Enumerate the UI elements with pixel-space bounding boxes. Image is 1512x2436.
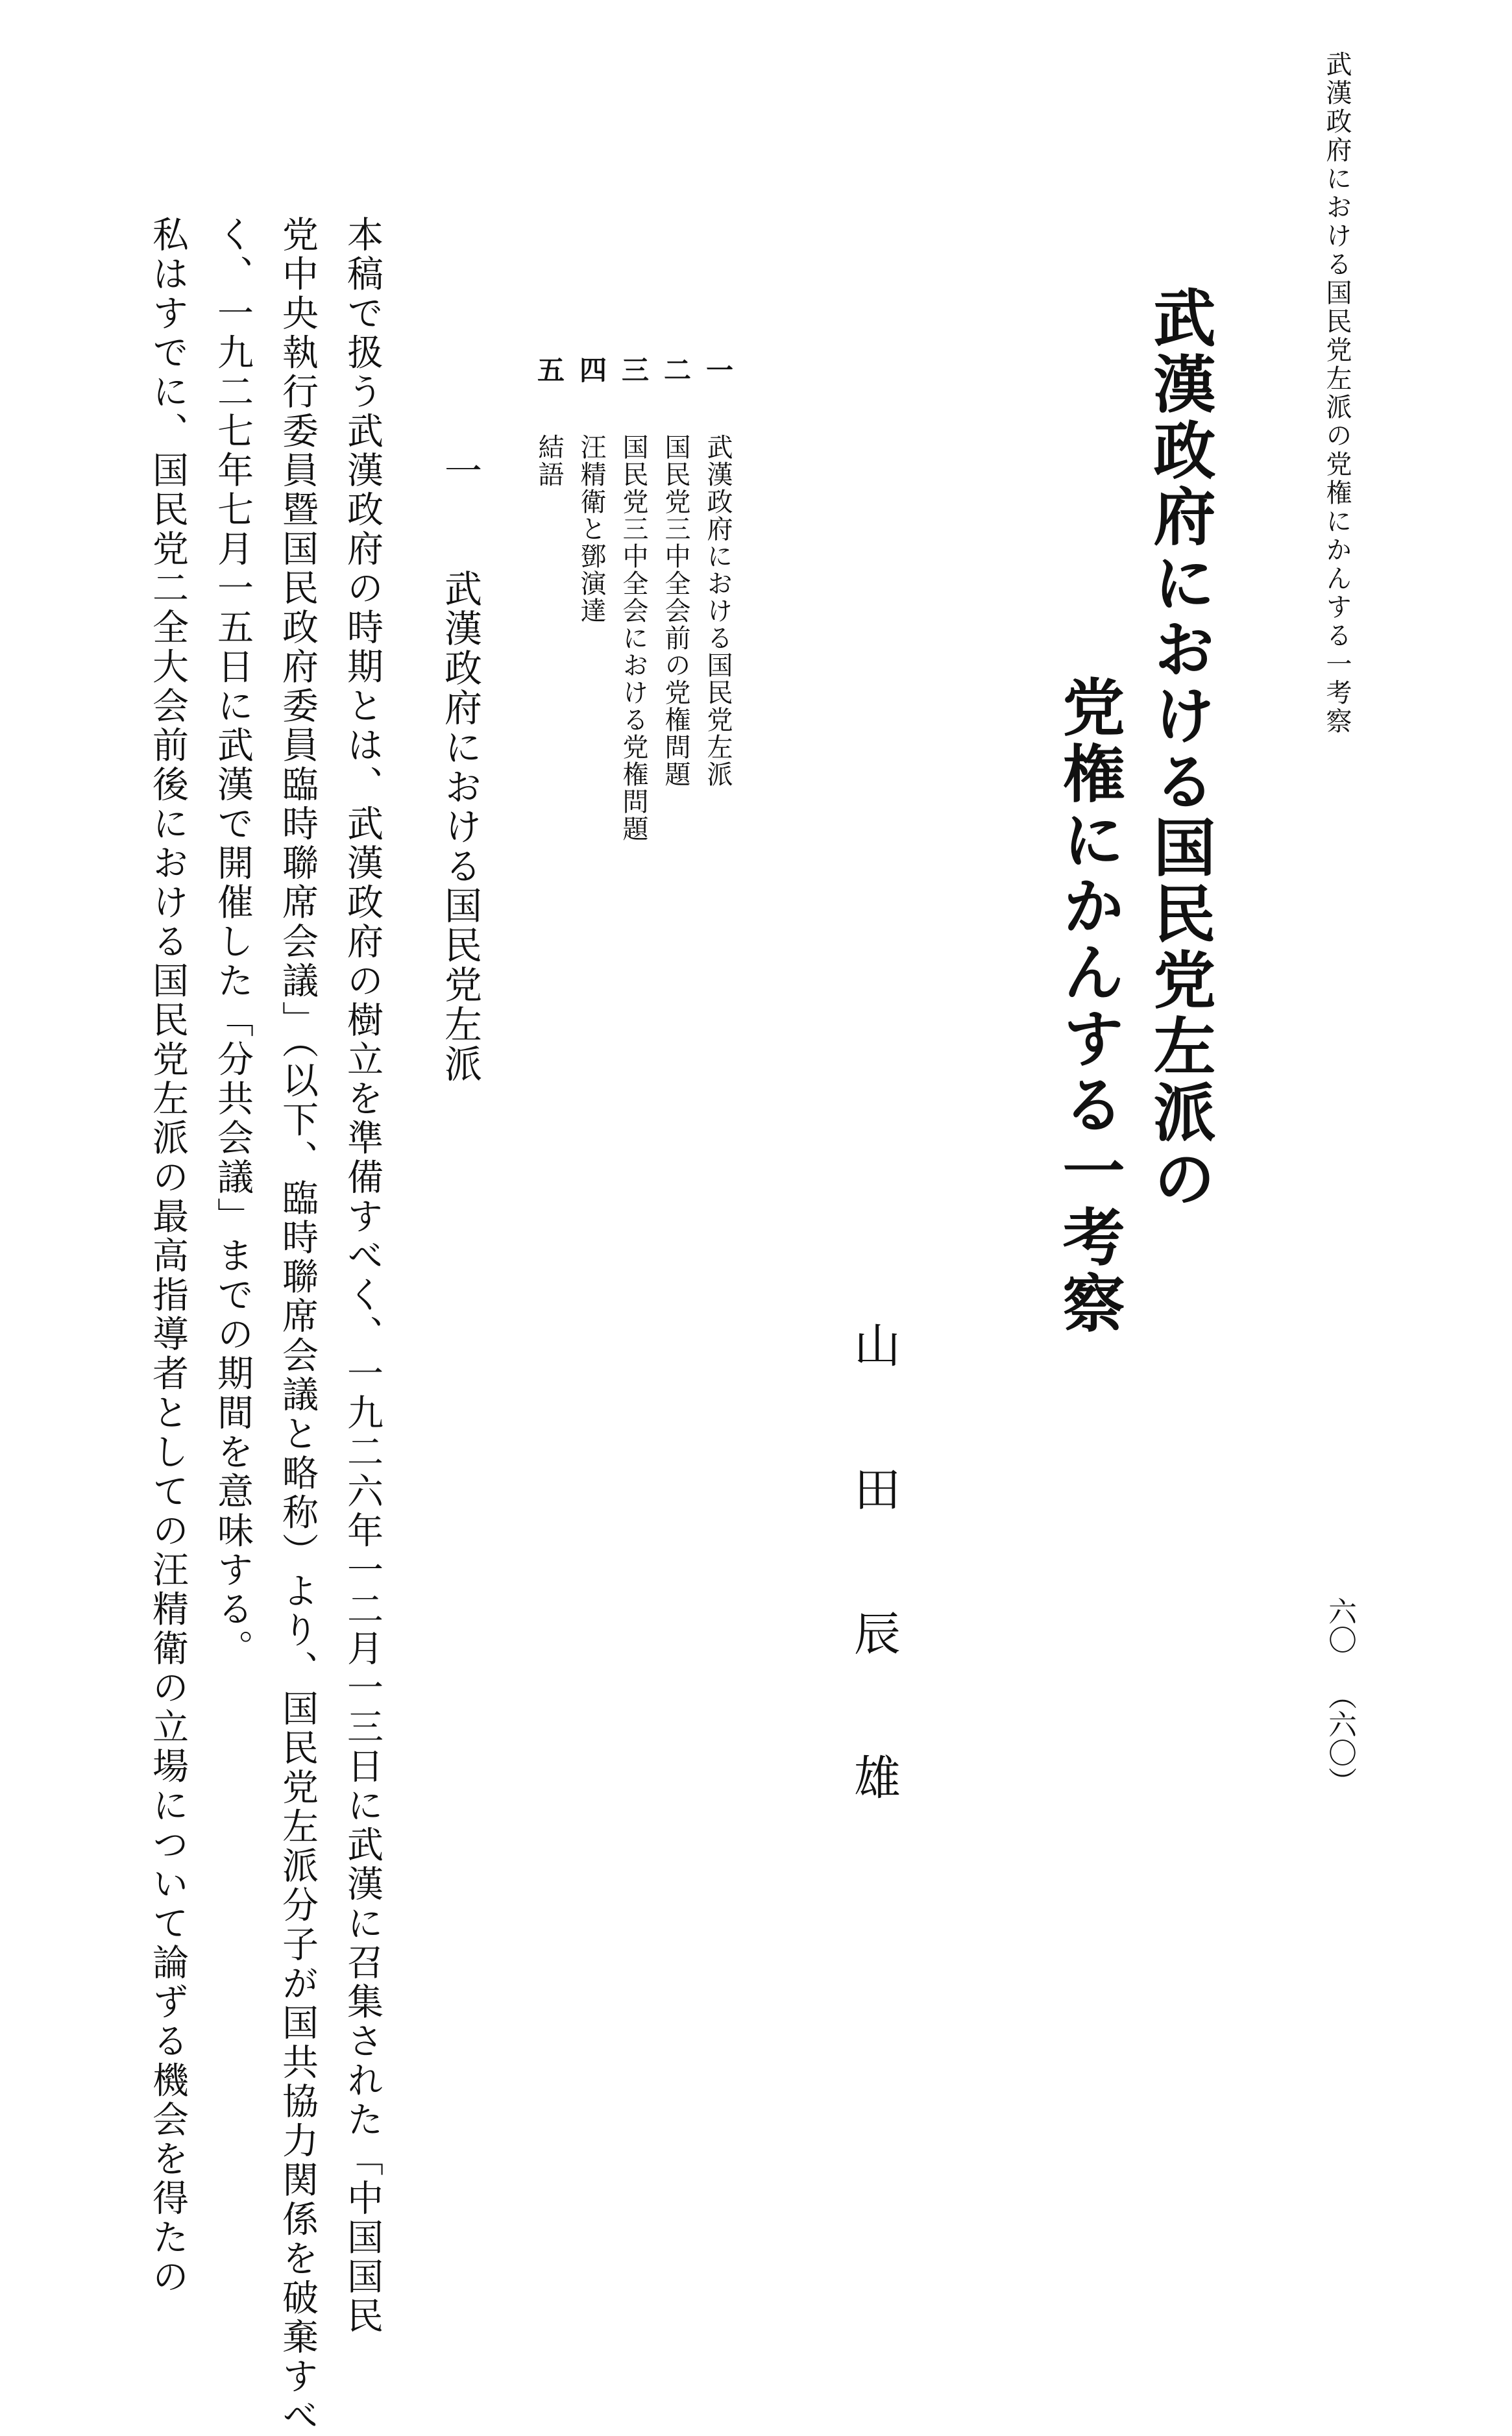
body-text-line: 本稿で扱う武漢政府の時期とは、武漢政府の樹立を準備すべく、一九二六年一二月一三日に武漢に召集された「中国国民 xyxy=(341,215,384,2336)
toc-item xyxy=(535,356,563,488)
toc-item-text: 武漢政府における国民党左派 xyxy=(703,434,733,788)
page-number: 六〇 xyxy=(1323,1597,1356,1654)
toc-item-text: 汪精衛と鄧演達 xyxy=(576,434,606,624)
section-heading xyxy=(438,451,482,1084)
toc-item xyxy=(702,356,734,788)
toc-item-number: 五 xyxy=(533,356,565,384)
toc-item-number: 三 xyxy=(618,356,650,384)
toc-item-text: 結語 xyxy=(534,434,564,488)
toc-item xyxy=(578,356,605,624)
toc-item-text: 国民党三中全会における党権問題 xyxy=(618,434,648,843)
section-title: 武漢政府における国民党左派 xyxy=(438,569,482,1084)
body-text-line: く、一九二七年七月一五日に武漢で開催した「分共会議」までの期間を意味する。 xyxy=(212,215,254,1669)
toc-item-text: 国民党三中全会前の党権問題 xyxy=(661,434,690,788)
running-header: 武漢政府における国民党左派の党権にかんする一考察 xyxy=(1322,51,1352,736)
toc-item-number: 二 xyxy=(660,356,692,384)
author-name: 山田辰雄 xyxy=(846,1321,901,1897)
toc-item-number: 一 xyxy=(702,356,734,384)
page-number-parenthesized: （六〇） xyxy=(1323,1681,1356,1795)
toc-item xyxy=(660,356,692,788)
body-text-line: 党中央執行委員暨国民政府委員臨時聯席会議」（以下、臨時聯席会議と略称）より、国民党左派分子が国共協力関係を破棄すべ xyxy=(276,215,319,2436)
toc-item-number: 四 xyxy=(576,356,607,384)
toc-item xyxy=(618,356,650,843)
section-number: 一 xyxy=(438,451,482,491)
title-line-2: 党権にかんする一考察 xyxy=(1053,675,1126,1337)
body-text-line: 私はすでに、国民党二全大会前後における国民党左派の最高指導者としての汪精衛の立場について論ずる機会を得たの xyxy=(147,215,189,2297)
title-line-1: 武漢政府における国民党左派の xyxy=(1143,286,1217,1212)
